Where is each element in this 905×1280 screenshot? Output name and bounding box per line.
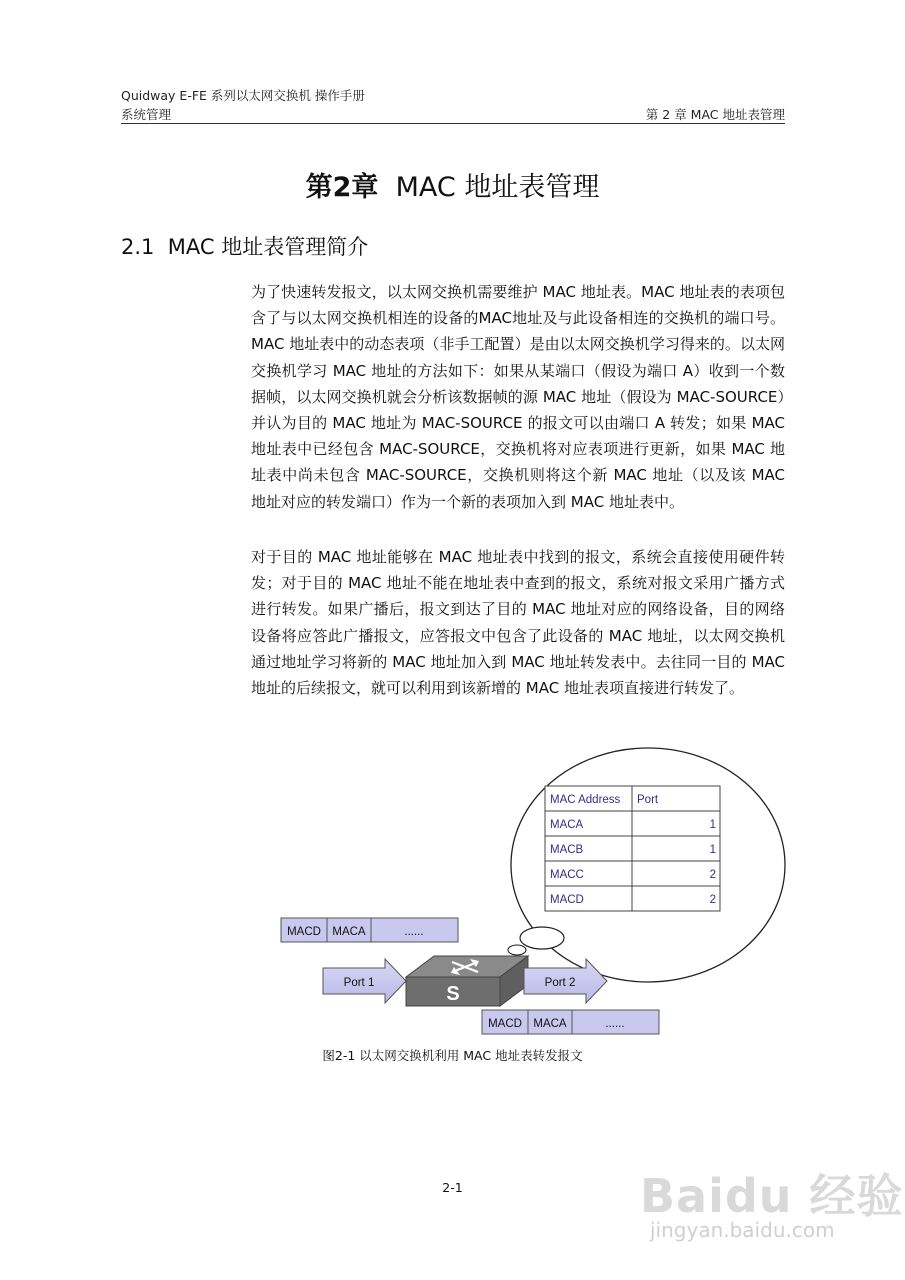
watermark-logo: Baidu 经验	[640, 1169, 904, 1223]
table-cell-port: 2	[709, 869, 716, 881]
port-in-label: Port 1	[343, 977, 375, 989]
chapter-title-text: MAC 地址表管理	[395, 172, 600, 203]
section-title-text: MAC 地址表管理简介	[167, 235, 369, 259]
paragraph-2: 对于目的 MAC 地址能够在 MAC 地址表中找到的报文，系统会直接使用硬件转发；对于目的 MAC 地址不能在地址表中查到的报文，系统对报文采用广播方式进行转发。如果广播后，报文到达了目的 MAC 地址对应的网络设备，目的网络设备将应答此广播报文，应答报文中包含了此设备的 MAC 地址，以太网交换机通过地址学习将新的 MAC 地址加入到 MAC 地址转发表中。去往同一目的 MAC 地址的后续报文，就可以利用到该新增的 MAC 地址表项直接进行转发了。	[251, 548, 785, 698]
paragraph-1: 为了快速转发报文，以太网交换机需要维护 MAC 地址表。MAC 地址表的表项包含了与以太网交换机相连的设备的MAC地址及与此设备相连的交换机的端口号。MAC 地址表中的动态表项（非手工配置）是由以太网交换机学习得来的。以太网交换机学习 MAC 地址的方法如下：如果从某端口（假设为端口 A）收到一个数据帧，以太网交换机就会分析该数据帧的源 MAC 地址（假设为 MAC-SOURCE）并认为目的 MAC 地址为 MAC-SOURCE 的报文可以由端口 A 转发；如果 MAC 地址表中已经包含 MAC-SOURCE，交换机将对应表项进行更新，如果 MAC 地址表中尚未包含 MAC-SOURCE，交换机则将这个新 MAC 地址（以及该 MAC 地址对应的转发端口）作为一个新的表项加入到 MAC 地址表中。	[251, 283, 785, 511]
table-header-port: Port	[637, 794, 659, 806]
table-cell-mac: MACA	[550, 819, 584, 831]
port-1-arrow	[323, 959, 406, 1003]
frame-out-src: MACA	[533, 1018, 567, 1030]
switch-label: S	[446, 983, 460, 1005]
header-chapter-ref: 第 2 章 MAC 地址表管理	[645, 107, 785, 122]
thought-bubble-tiny	[508, 945, 526, 955]
mac-address-table	[545, 786, 720, 911]
table-cell-port: 2	[709, 894, 716, 906]
table-cell-mac: MACD	[550, 894, 584, 906]
frame-in-payload: ......	[404, 926, 424, 938]
chapter-number: 第2章	[305, 172, 379, 203]
incoming-frame	[281, 918, 458, 942]
page-number: 2-1	[442, 1180, 463, 1195]
frame-out-payload: ......	[605, 1018, 625, 1030]
header-product: Quidway E-FE 系列以太网交换机 操作手册	[121, 88, 365, 103]
table-cell-mac: MACB	[550, 844, 584, 856]
table-header-mac: MAC Address	[550, 794, 621, 806]
header-part: 系统管理	[121, 107, 172, 122]
port-out-label: Port 2	[544, 977, 576, 989]
table-cell-port: 1	[709, 819, 716, 831]
frame-out-dst: MACD	[488, 1018, 522, 1030]
watermark-url: jingyan.baidu.com	[650, 1218, 835, 1242]
frame-in-src: MACA	[332, 926, 366, 938]
outgoing-frame	[482, 1010, 659, 1034]
table-cell-port: 1	[709, 844, 716, 856]
thought-bubble-small	[520, 927, 564, 949]
frame-in-dst: MACD	[287, 926, 321, 938]
table-cell-mac: MACC	[550, 869, 584, 881]
section-number: 2.1	[121, 235, 155, 259]
switch-icon	[406, 956, 528, 1006]
figure-caption: 图2-1 以太网交换机利用 MAC 地址表转发报文	[322, 1048, 583, 1063]
